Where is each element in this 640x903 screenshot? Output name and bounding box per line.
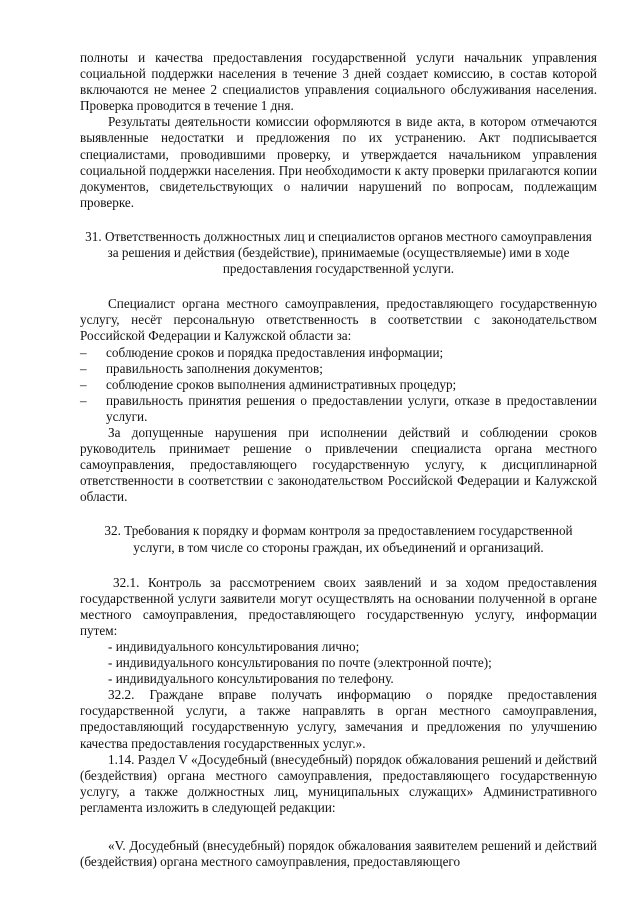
paragraph-commission-results: Результаты деятельности комиссии оформляются в виде акта, в котором отмечаются выявленные недостатки и предложения по их устранению. Акт подписывается специалистами, проводившими проверку, и утверждается начальником управления социальной поддержки населения. При необходимости к акту проверки прилагаются копии документов, свидетельствующих о наличии нарушений по вопросам, подлежащим проверке. <box>80 114 597 210</box>
section-31-heading: 31. Ответственность должностных лиц и специалистов органов местного самоуправления за решения и действия (бездействие), принимаемые (осуществляемые) ими в ходе предоставления государственной услуги. <box>85 228 592 277</box>
section-32-2: 32.2. Граждане вправе получать информацию о порядке предоставления государственной услуги, а также направлять в орган местного самоуправления, предоставляющий государственную услугу, замечания и предложения по улучшению качества предоставления государственных услуг.». <box>80 687 597 751</box>
paragraph-commission: полноты и качества предоставления государственной услуги начальник управления социальной поддержки населения в течение 3 дней создает комиссию, в состав которой включаются не менее 2 специалистов управления социального обслуживания населения. Проверка проводится в течение 1 дня. <box>80 50 597 114</box>
section-32-1: 32.1. Контроль за рассмотрением своих заявлений и за ходом предоставления государственной услуги заявители могут осуществлять на основании полученной в органе местного самоуправления, предоставляющего государственную услугу, информации путем: <box>80 574 597 638</box>
section-32-heading: 32. Требования к порядку и формам контроля за предоставлением государственной услуги, в том числе со стороны граждан, их объединений и организаций. <box>104 523 573 555</box>
section-31-list <box>80 345 597 425</box>
list-item: – правильность заполнения документов; <box>80 360 323 376</box>
list-item: – соблюдение сроков выполнения административных процедур; <box>80 376 457 392</box>
section-31-final: За допущенные нарушения при исполнении действий и соблюдении сроков руководитель принимает решение о привлечении специалиста органа местного самоуправления, предоставляющего государственную услугу, к дисциплинарной ответственности в соответствии с законодательством Российской Федерации и Калужской области. <box>80 424 597 505</box>
section-31-intro: Специалист органа местного самоуправления, предоставляющего государственную услугу, несёт персональную ответственность в соответствии с законодательством Российской Федерации и Калужской области за: <box>80 296 597 344</box>
dash-marker: – <box>80 392 87 408</box>
list-item: - индивидуального консультирования лично; <box>108 639 360 654</box>
section-32-1-list <box>80 639 597 687</box>
paragraph-1-14: 1.14. Раздел V «Досудебный (внесудебный) порядок обжалования решений и действий (бездействия) органа местного самоуправления, предоставляющего государственную услугу, а также должностных лиц, муниципальных служащих» Административного регламента изложить в следующей редакции: <box>80 751 597 815</box>
dash-marker: – <box>80 344 87 360</box>
dash-marker: – <box>80 376 87 392</box>
list-item: - индивидуального консультирования по телефону. <box>108 671 394 687</box>
list-item: – правильность принятия решения о предоставлении услуги, отказе в предоставлении услуги. <box>80 392 597 424</box>
dash-marker: – <box>80 360 87 376</box>
list-item: – соблюдение сроков и порядка предоставления информации; <box>80 344 444 360</box>
section-v-start: «V. Досудебный (внесудебный) порядок обжалования заявителем решений и действий (бездействия) органа местного самоуправления, предоставляющего <box>80 838 597 870</box>
list-item: - индивидуального консультирования по почте (электронной почте); <box>108 655 492 671</box>
